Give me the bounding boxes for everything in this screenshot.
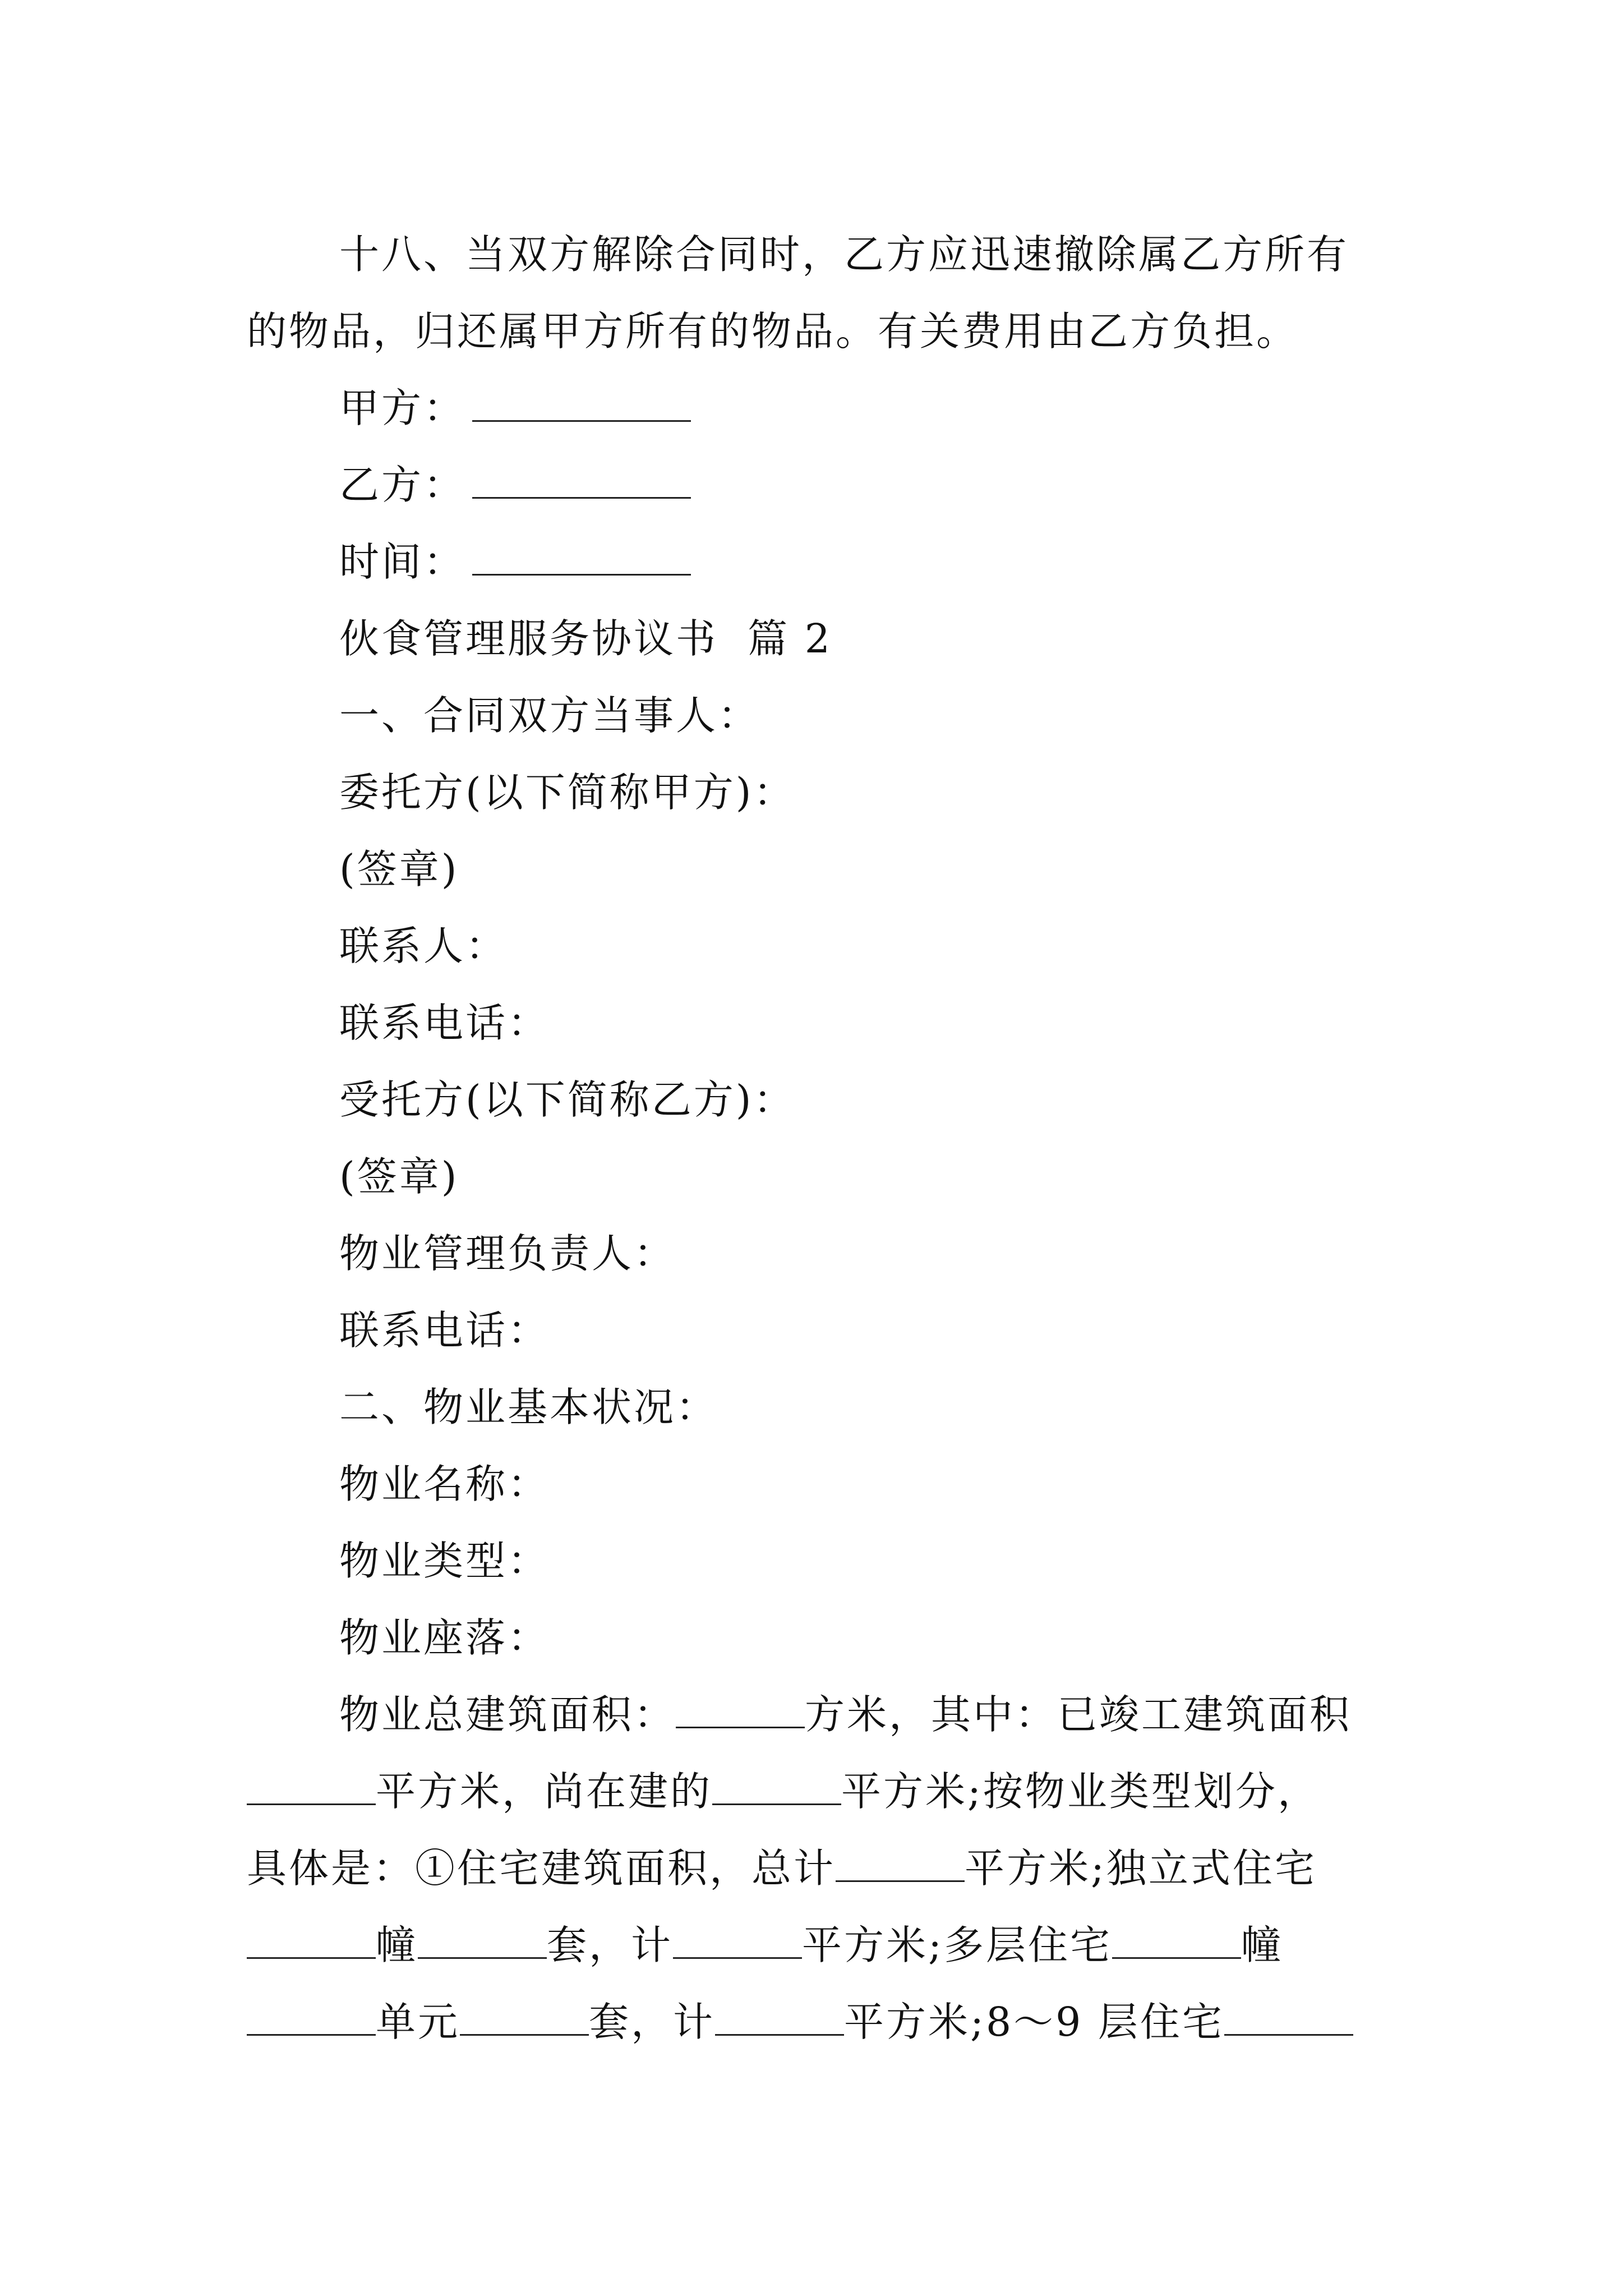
fill-blank: [1224, 2000, 1353, 2036]
agent-label: 受托方(以下简称乙方)：: [339, 1076, 796, 1123]
area-text: 套，计: [589, 1999, 716, 2045]
area-text: 物业总建筑面积：: [339, 1691, 676, 1738]
area-text: 平方米;8～9 层住宅: [844, 1999, 1224, 2045]
property-name-label: 物业名称：: [339, 1461, 550, 1507]
section-1-title: 一、合同双方当事人：: [339, 692, 760, 739]
fill-blank: [460, 2000, 589, 2036]
agent-seal: (签章): [339, 1153, 459, 1200]
time-signature-line: [247, 523, 1388, 600]
area-text: 具体是：①住宅建筑面积，总计: [247, 1845, 836, 1892]
property-location-label: 物业座落：: [339, 1614, 550, 1661]
contact-person-label: 联系人：: [339, 923, 508, 969]
party-b-signature-line: [247, 447, 1388, 523]
time-blank: [472, 540, 691, 576]
party-a-blank: [472, 386, 691, 422]
agent-contact-phone-label: 联系电话：: [339, 1307, 550, 1354]
party-a-label: 甲方：: [339, 385, 466, 431]
area-paragraph-line-2: [247, 1753, 1388, 1830]
area-text: 单元: [376, 1999, 460, 2045]
property-type-label: 物业类型：: [339, 1538, 550, 1584]
fill-blank: [715, 2000, 844, 2036]
area-text: 平方米，尚在建的: [376, 1768, 713, 1815]
area-text: 平方米;按物业类型划分，: [841, 1768, 1320, 1815]
property-manager-label: 物业管理负责人：: [339, 1230, 676, 1277]
section-2-title: 二、物业基本状况：: [339, 1384, 718, 1430]
area-paragraph-line-3: [247, 1830, 1388, 1907]
fill-blank: [247, 1770, 376, 1805]
area-text: 方米，其中：已竣工建筑面积: [805, 1691, 1352, 1738]
fill-blank: [1112, 1924, 1241, 1959]
party-b-label: 乙方：: [339, 462, 466, 508]
fill-blank: [676, 1693, 805, 1728]
fill-blank: [836, 1847, 965, 1882]
fill-blank: [247, 2000, 376, 2036]
area-paragraph-line-5: [247, 1984, 1388, 2060]
fill-blank: [247, 1924, 376, 1959]
area-text: 幢: [376, 1922, 418, 1968]
contact-phone-label: 联系电话：: [339, 1000, 550, 1046]
party-b-blank: [472, 463, 691, 499]
area-paragraph-line-4: [247, 1907, 1388, 1984]
area-text: 平方米;独立式住宅: [965, 1845, 1317, 1892]
principal-label: 委托方(以下简称甲方)：: [339, 769, 796, 816]
time-label: 时间：: [339, 539, 466, 585]
fill-blank: [673, 1924, 802, 1959]
area-paragraph-line-1: [247, 1676, 1388, 1753]
area-text: 幢: [1241, 1922, 1283, 1968]
document-body: [247, 216, 1388, 2060]
agreement-heading: 伙食管理服务协议书 篇 2: [339, 615, 832, 662]
area-text: 套，计: [547, 1922, 674, 1968]
clause-18-line-1: 十八、当双方解除合同时，乙方应迅速撤除属乙方所有: [339, 231, 1349, 278]
fill-blank: [712, 1770, 841, 1805]
area-text: 平方米;多层住宅: [802, 1922, 1112, 1968]
principal-seal: (签章): [339, 846, 459, 892]
fill-blank: [418, 1924, 547, 1959]
party-a-signature-line: [247, 370, 1388, 447]
clause-18-line-2: 的物品，归还属甲方所有的物品。有关费用由乙方负担。: [247, 308, 1299, 355]
